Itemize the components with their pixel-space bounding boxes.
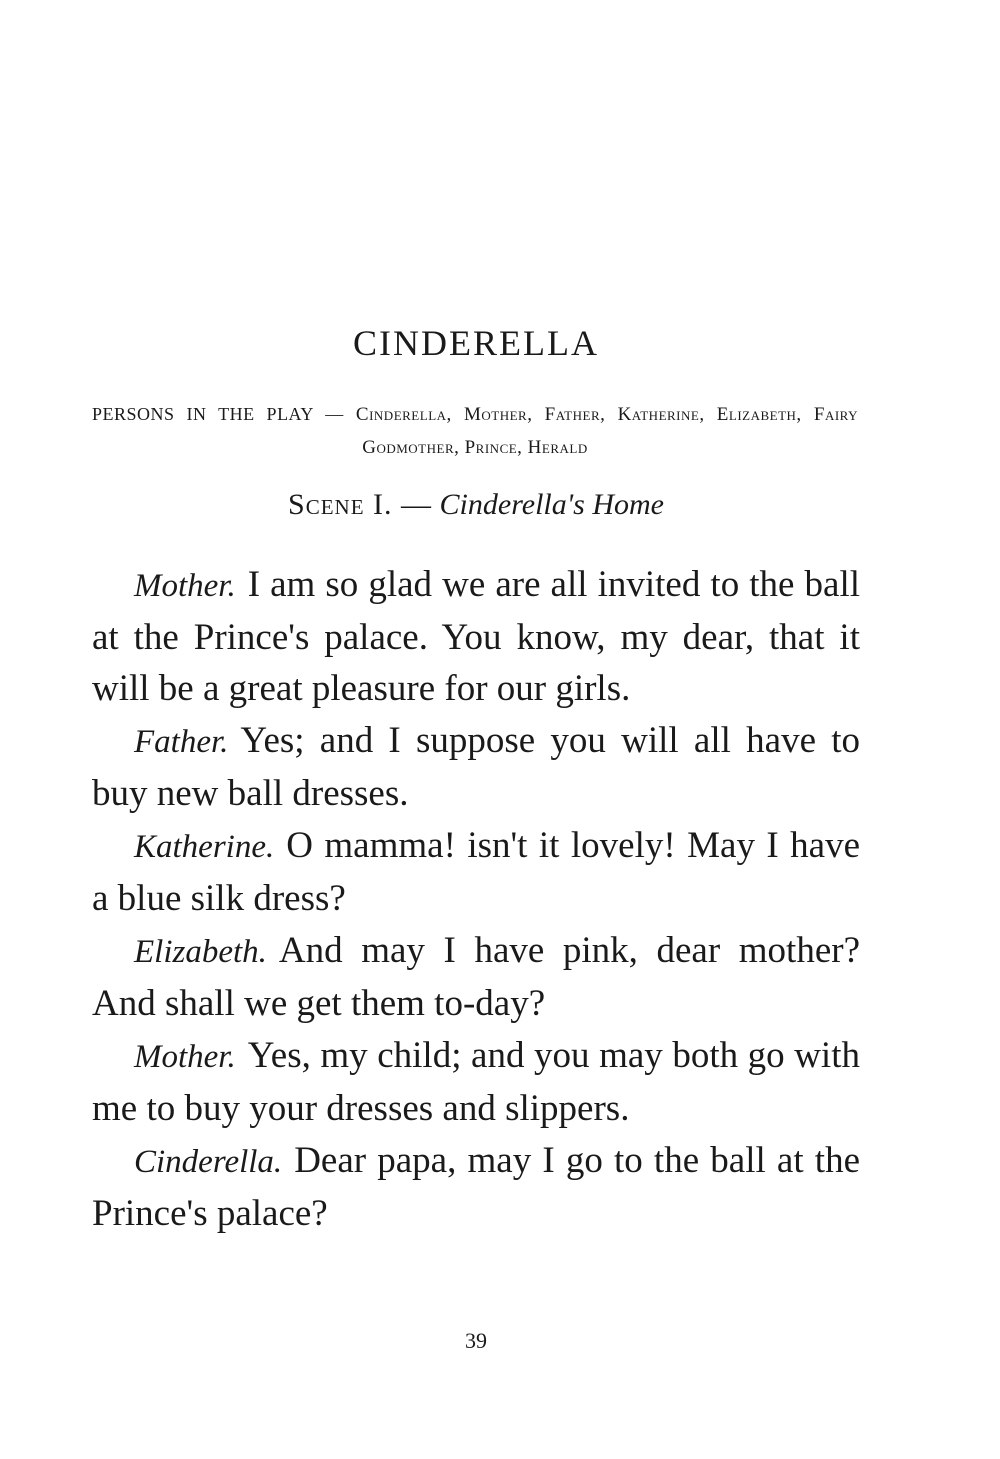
dialogue-line bbox=[92, 559, 860, 714]
dialogue-line bbox=[92, 1135, 860, 1239]
speaker-name: Father. bbox=[134, 724, 229, 760]
dialogue-text: Yes, my child; and you may both go with me to buy your dresses and slippers. bbox=[92, 1035, 860, 1129]
persons-in-the-play bbox=[92, 398, 858, 464]
persons-list: Cinderella, Mother, Father, Katherine, Elizabeth, Fairy Godmother, Prince, Herald bbox=[355, 404, 859, 458]
speaker-name: Elizabeth. bbox=[134, 934, 267, 970]
dialogue-line bbox=[92, 1030, 860, 1134]
scene-place: Cinderella's Home bbox=[439, 488, 664, 521]
dialogue-line bbox=[92, 820, 860, 924]
dialogue-text: I am so glad we are all invited to the ball at the Prince's palace. You know, my dear, that it will be a great pleasure for our girls. bbox=[92, 564, 860, 709]
speaker-name: Mother. bbox=[134, 1039, 236, 1075]
dialogue-text: And may I have pink, dear mother? And shall we get them to-day? bbox=[92, 930, 860, 1024]
dialogue-text: Yes; and I suppose you will all have to buy new ball dresses. bbox=[92, 720, 860, 814]
speaker-name: Cinderella. bbox=[134, 1144, 283, 1180]
dialogue bbox=[92, 559, 860, 1240]
scene-heading bbox=[0, 488, 952, 522]
play-title: CINDERELLA bbox=[353, 323, 599, 363]
page-number: 39 bbox=[465, 1328, 487, 1353]
persons-lead: PERSONS IN THE PLAY — bbox=[92, 404, 344, 424]
dialogue-line bbox=[92, 715, 860, 819]
speaker-name: Mother. bbox=[134, 568, 236, 604]
dialogue-text: Dear papa, may I go to the ball at the Prince's palace? bbox=[92, 1140, 860, 1234]
speaker-name: Katherine. bbox=[134, 829, 275, 865]
dialogue-line bbox=[92, 925, 860, 1029]
dialogue-text: O mamma! isn't it lovely! May I have a blue silk dress? bbox=[92, 825, 860, 919]
scene-label: Scene I. — bbox=[288, 488, 433, 521]
